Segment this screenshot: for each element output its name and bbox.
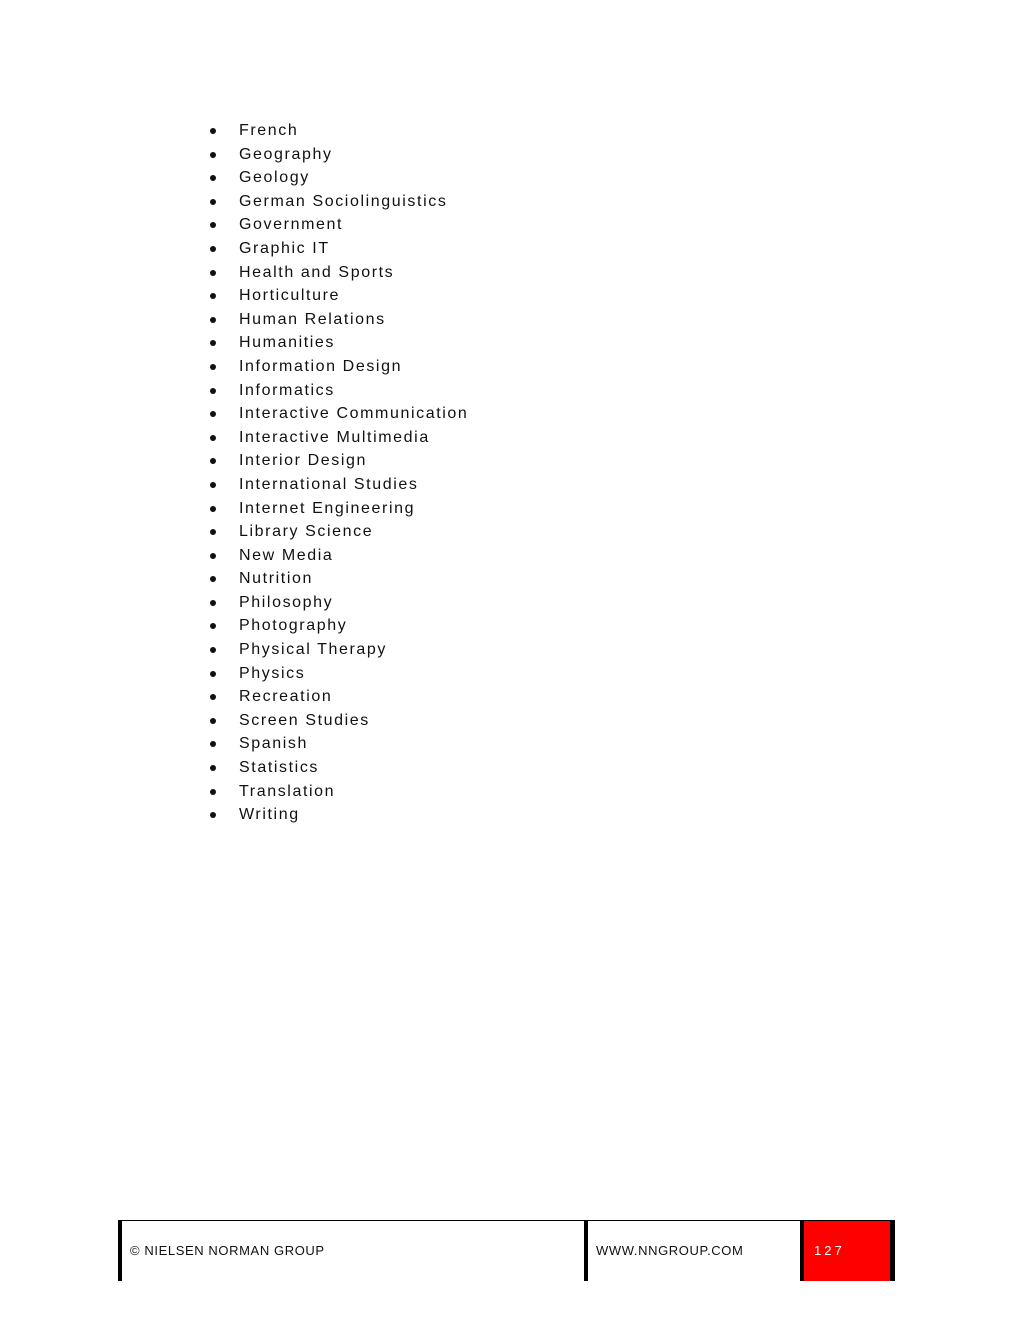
bullet-icon bbox=[210, 199, 216, 205]
bullet-icon bbox=[210, 435, 216, 441]
list-item-label: Geography bbox=[239, 145, 333, 163]
list-item bbox=[205, 261, 468, 285]
bullet-icon bbox=[210, 175, 216, 181]
bullet-icon bbox=[210, 364, 216, 370]
footer-website: WWW.NNGROUP.COM bbox=[596, 1243, 744, 1258]
bullet-icon bbox=[210, 553, 216, 559]
list-item-label: Recreation bbox=[239, 688, 333, 706]
bullet-icon bbox=[210, 152, 216, 158]
bullet-icon bbox=[210, 600, 216, 606]
list-item-label: Nutrition bbox=[239, 570, 313, 588]
list-item-label: Human Relations bbox=[239, 310, 386, 328]
bullet-icon bbox=[210, 128, 216, 134]
list-item bbox=[205, 402, 468, 426]
page-footer bbox=[118, 1220, 895, 1281]
footer-copyright-cell bbox=[118, 1221, 584, 1281]
page-number: 127 bbox=[814, 1243, 845, 1258]
list-item-label: Internet Engineering bbox=[239, 499, 416, 517]
bullet-icon bbox=[210, 765, 216, 771]
list-item-label: Interior Design bbox=[239, 452, 368, 470]
list-item bbox=[205, 780, 468, 804]
bullet-icon bbox=[210, 529, 216, 535]
footer-website-cell bbox=[584, 1221, 800, 1281]
subject-bullet-list bbox=[205, 119, 468, 827]
list-item-label: Information Design bbox=[239, 357, 403, 375]
bullet-icon bbox=[210, 317, 216, 323]
bullet-icon bbox=[210, 789, 216, 795]
list-item bbox=[205, 662, 468, 686]
list-item-label: Physical Therapy bbox=[239, 641, 388, 659]
list-item bbox=[205, 119, 468, 143]
list-item bbox=[205, 614, 468, 638]
list-item bbox=[205, 520, 468, 544]
list-item-label: Physics bbox=[239, 664, 306, 682]
bullet-icon bbox=[210, 741, 216, 747]
list-item bbox=[205, 732, 468, 756]
list-item-label: French bbox=[239, 122, 299, 139]
bullet-icon bbox=[210, 246, 216, 252]
list-item bbox=[205, 591, 468, 615]
bullet-icon bbox=[210, 694, 216, 700]
list-item bbox=[205, 213, 468, 237]
list-item-label: Health and Sports bbox=[239, 263, 395, 281]
list-item bbox=[205, 331, 468, 355]
list-item bbox=[205, 685, 468, 709]
list-item-label: Spanish bbox=[239, 735, 309, 753]
list-item bbox=[205, 449, 468, 473]
list-item-label: Interactive Communication bbox=[239, 405, 469, 423]
list-item bbox=[205, 426, 468, 450]
list-item-label: Library Science bbox=[239, 523, 374, 541]
bullet-icon bbox=[210, 576, 216, 582]
bullet-icon bbox=[210, 647, 216, 653]
list-item-label: Geology bbox=[239, 169, 310, 187]
list-item-label: Philosophy bbox=[239, 593, 334, 611]
list-item-label: New Media bbox=[239, 546, 334, 564]
list-item-label: Writing bbox=[239, 806, 300, 824]
list-item-label: Humanities bbox=[239, 334, 336, 352]
list-item bbox=[205, 473, 468, 497]
list-item-label: Statistics bbox=[239, 759, 320, 777]
bullet-icon bbox=[210, 340, 216, 346]
bullet-icon bbox=[210, 718, 216, 724]
list-item bbox=[205, 567, 468, 591]
list-item-label: Informatics bbox=[239, 381, 335, 399]
list-item bbox=[205, 756, 468, 780]
bullet-icon bbox=[210, 623, 216, 629]
list-item-label: German Sociolinguistics bbox=[239, 192, 448, 210]
list-item bbox=[205, 355, 468, 379]
list-item bbox=[205, 237, 468, 261]
list-item-label: Interactive Multimedia bbox=[239, 428, 430, 446]
bullet-icon bbox=[210, 458, 216, 464]
list-item bbox=[205, 166, 468, 190]
footer-page-number-cell bbox=[800, 1221, 895, 1281]
bullet-icon bbox=[210, 812, 216, 818]
list-item-label: Government bbox=[239, 216, 344, 234]
bullet-icon bbox=[210, 222, 216, 228]
bullet-icon bbox=[210, 270, 216, 276]
list-item bbox=[205, 638, 468, 662]
list-item bbox=[205, 308, 468, 332]
list-item-label: Translation bbox=[239, 782, 336, 800]
list-item bbox=[205, 544, 468, 568]
list-item bbox=[205, 143, 468, 167]
list-item-label: Graphic IT bbox=[239, 239, 330, 257]
bullet-icon bbox=[210, 506, 216, 512]
bullet-icon bbox=[210, 411, 216, 417]
bullet-icon bbox=[210, 293, 216, 299]
list-item-label: Horticulture bbox=[239, 287, 341, 305]
bullet-icon bbox=[210, 671, 216, 677]
list-item-label: Photography bbox=[239, 617, 348, 635]
bullet-icon bbox=[210, 482, 216, 488]
list-item bbox=[205, 379, 468, 403]
list-item bbox=[205, 497, 468, 521]
list-item-label: Screen Studies bbox=[239, 711, 370, 729]
list-item bbox=[205, 803, 468, 827]
bullet-icon bbox=[210, 388, 216, 394]
list-item bbox=[205, 709, 468, 733]
footer-copyright: © NIELSEN NORMAN GROUP bbox=[130, 1243, 325, 1258]
list-item bbox=[205, 284, 468, 308]
list-item-label: International Studies bbox=[239, 475, 419, 493]
list-item bbox=[205, 190, 468, 214]
